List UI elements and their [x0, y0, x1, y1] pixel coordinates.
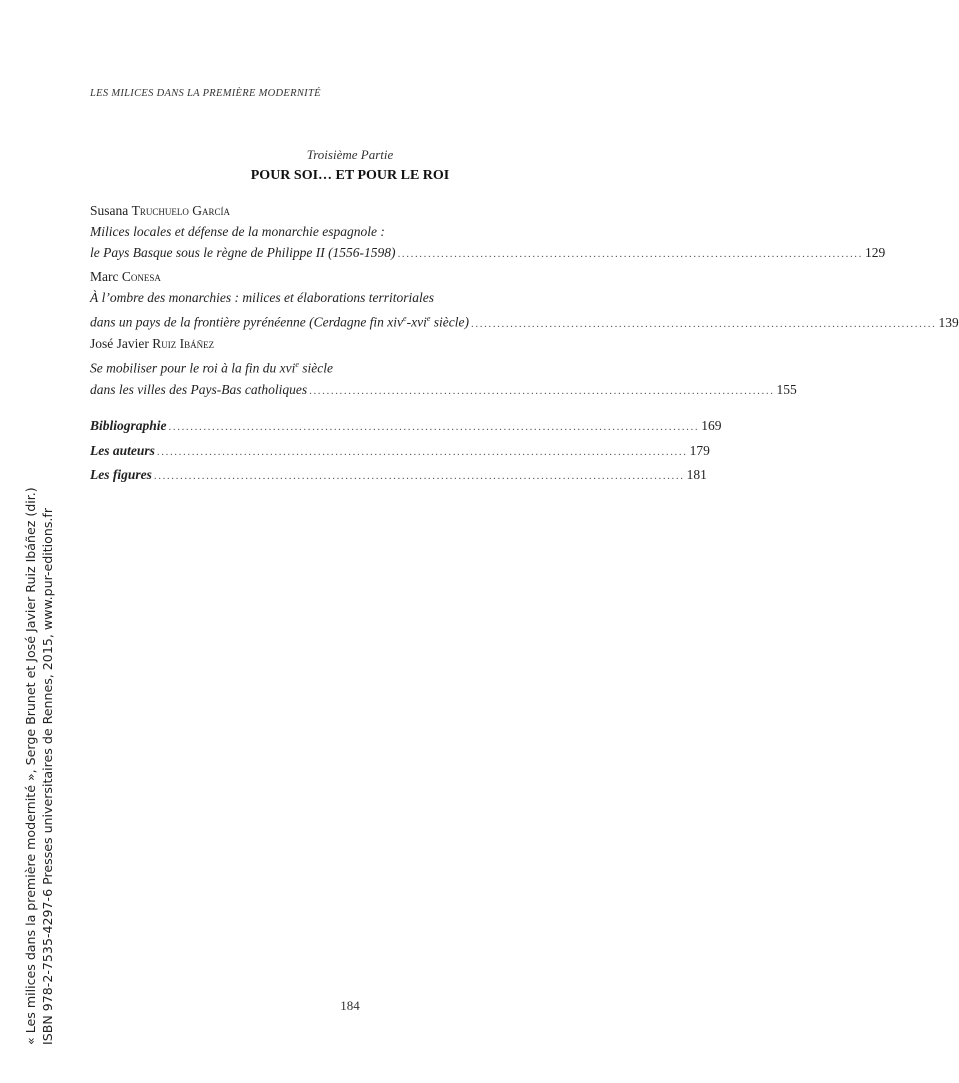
toc-entry — [90, 266, 959, 335]
page-number: 129 — [865, 245, 886, 260]
author-first-name: José Javier — [90, 336, 153, 351]
back-matter-label: Les figures — [90, 467, 152, 482]
part-label: Troisième Partie — [306, 147, 394, 162]
entry-title-leader-line — [90, 242, 886, 265]
back-matter-figures — [90, 464, 707, 487]
dot-leader: ........................................................................................................... — [397, 248, 864, 260]
part-title: POUR SOI… ET POUR LE ROI — [250, 168, 450, 183]
page-number: 181 — [686, 467, 707, 482]
back-matter-authors — [90, 440, 710, 463]
entry-author — [90, 266, 586, 287]
toc-entry — [90, 200, 886, 265]
author-first-name: Marc — [90, 269, 122, 284]
copyright-side-notice — [22, 487, 56, 1045]
dot-leader: .......................................................................................................................... — [156, 446, 688, 458]
running-head: LES MILICES DANS LA PREMIÈRE MODERNITÉ — [90, 88, 321, 99]
entry-author — [90, 200, 586, 221]
author-last-name: Conesa — [121, 269, 161, 284]
page-folio: 184 — [340, 998, 360, 1013]
page-number: 139 — [938, 314, 959, 330]
entry-title-text: dans un pays de la frontière pyrénéenne (Cerdagne fin xiv$^e$-xvi$^e$ siècle) — [90, 314, 470, 330]
entry-title-text: le Pays Basque sous le règne de Philippe II (1556-1598) — [90, 245, 396, 260]
dot-leader: .......................................................................................................................... — [168, 421, 700, 433]
page-number: 179 — [689, 443, 710, 458]
dot-leader: ........................................................................................................... — [309, 384, 775, 397]
toc-entry — [90, 333, 797, 402]
entry-title-leader-line — [90, 308, 959, 335]
dot-leader: .......................................................................................................................... — [153, 470, 685, 482]
entry-author — [90, 333, 586, 354]
author-last-name: Truchuelo García — [131, 203, 230, 218]
page-number: 155 — [776, 381, 797, 397]
entry-title-line: À l’ombre des monarchies : milices et élaborations territoriales — [90, 290, 434, 305]
page-number: 169 — [701, 418, 722, 433]
side-notice-line: « Les milices dans la première modernité », Serge Brunet et José Javier Ruiz Ibáñez (dir.) — [23, 487, 38, 1045]
author-last-name: Ruiz Ibáñez — [152, 336, 215, 351]
entry-title-line: Se mobiliser pour le roi à la fin du xvi$^e$ siècle — [90, 360, 334, 376]
back-matter-bibliography — [90, 415, 722, 438]
dot-leader: ........................................................................................................... — [471, 317, 937, 330]
side-notice-line: ISBN 978-2-7535-4297-6 Presses universitaires de Rennes, 2015, www.pur-editions.fr — [40, 507, 55, 1045]
back-matter-label: Bibliographie — [90, 418, 167, 433]
entry-title-line: Milices locales et défense de la monarchie espagnole : — [90, 224, 385, 239]
entry-title-leader-line — [90, 379, 797, 402]
entry-title-text: dans les villes des Pays-Bas catholiques — [90, 381, 308, 397]
author-first-name: Susana — [90, 203, 132, 218]
back-matter-label: Les auteurs — [90, 443, 155, 458]
